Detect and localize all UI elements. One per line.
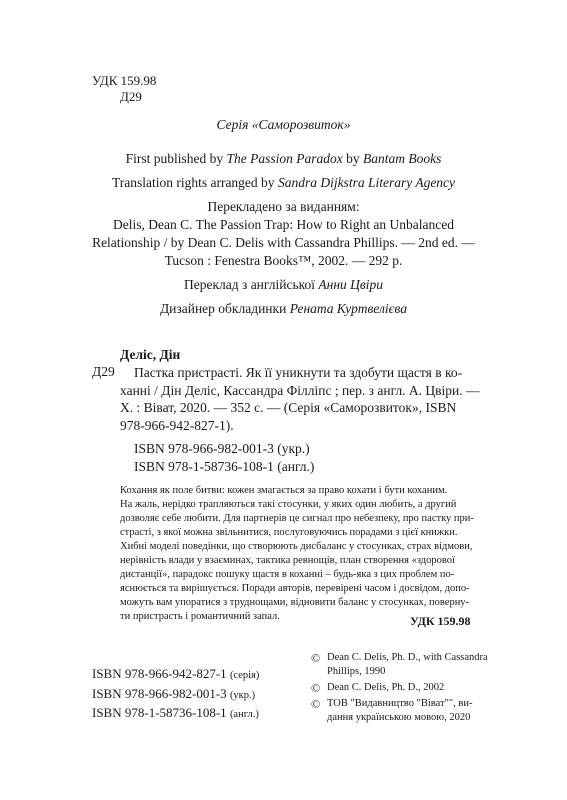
source-edition-line: Relationship / by Dean C. Delis with Cassandra Phillips. — 2nd ed. — [92,235,475,250]
catalog-line: 978-966-942-827-1). [120,417,234,433]
catalog-line: Х. : Віват, 2020. — 352 с. — (Серія «Саморозвиток», ISBN [120,400,457,415]
cover-designer-line [0,301,567,317]
source-edition-line: Delis, Dean C. The Passion Trap: How to Right an Unbalanced [113,217,454,232]
source-edition-line: Tucson : Fenestra Books™, 2002. — 292 p. [164,253,403,268]
designer-name: Рената Куртвелієва [289,301,408,316]
isbn-eng-line [92,704,259,724]
copyright-entry [311,697,488,725]
isbn-block [92,665,259,724]
copyright-entry [311,651,488,679]
isbn-series-line [92,665,259,685]
copyright-line: ТОВ "Видавництво "Віват"", ви- [327,698,473,709]
bbk-code-top: Д29 [120,89,142,104]
copyright-symbol: © [311,681,321,695]
annotation-line: Хибні моделі поведінки, що створюють дисбаланс у стосунках, страх відмови, [120,541,473,552]
isbn-tag: (укр.) [229,689,256,701]
udk-code-bottom: УДК 159.98 [410,614,471,628]
copyright-symbol: © [311,697,321,711]
copyright-entry [311,681,488,695]
copyright-line: Phillips, 1990 [327,666,386,677]
first-published-by: by [342,151,363,166]
copyright-block [311,651,488,725]
annotation-line: Кохання як поле битви: кожен змагається за право кохати і бути коханим. [120,485,448,496]
annotation-line: дозволяє себе любити. Для партнерів це сигнал про небезпеку, про пастку при- [120,513,474,524]
catalog-line: Пастка пристрасті. Як її уникнути та здобути щастя в ко- [134,365,463,380]
translator-line [0,277,567,293]
first-published-line [0,151,567,167]
catalog-isbn-eng: ISBN 978-1-58736-108-1 (англ.) [134,458,315,474]
udk-code-top: УДК 159.98 [92,73,157,88]
annotation-line: На жаль, нерідко трапляються такі стосунки, у яких один любить, а другий [120,499,457,510]
literary-agency: Sandra Dijkstra Literary Agency [277,175,456,190]
translation-rights-prefix: Translation rights arranged by [111,175,278,190]
translation-rights-line [0,175,567,191]
catalog-code: Д29 [92,364,115,379]
copyright-line: Dean C. Delis, Ph. D., 2002 [327,682,445,693]
annotation-line: ти пристрасть і романтичний запал. [120,611,280,622]
original-title: The Passion Paradox [226,151,343,166]
annotation-line: яснюється та вирішується. Поради авторів, перевірені часом і досвідом, допо- [120,583,470,594]
copyright-symbol: © [311,651,321,665]
first-published-prefix: First published by [125,151,227,166]
annotation-line: страсті, з якої можна звільнитися, послуговуючись порадами з цієї книжки. [120,527,458,538]
copyright-line: дання українською мовою, 2020 [327,712,471,723]
translator-name: Анни Цвіри [318,277,384,292]
designer-prefix: Дизайнер обкладинки [159,301,290,316]
catalog-line: ханні / Дін Деліс, Кассандра Філліпс ; пер. з англ. А. Цвіри. — [120,382,480,398]
series-line: Серія «Саморозвиток» [216,117,351,132]
book-annotation [120,484,475,624]
translator-prefix: Переклад з англійської [183,277,319,292]
isbn-number: ISBN 978-966-942-827-1 [92,666,227,681]
isbn-number: ISBN 978-966-982-001-3 [92,685,227,701]
isbn-tag: (англ.) [229,709,259,720]
annotation-line: дистанції», парадокс пошуку щастя в коханні – будь-яка з цих проблем по- [120,569,455,580]
catalog-isbn-ukr: ISBN 978-966-982-001-3 (укр.) [134,441,310,456]
isbn-tag: (серія) [229,670,260,681]
translated-from-heading: Перекладено за виданням: [207,199,360,214]
isbn-ukr-line [92,685,259,705]
catalog-description [134,364,474,382]
isbn-number: ISBN 978-1-58736-108-1 [92,705,227,720]
original-publisher: Bantam Books [363,151,442,166]
catalog-description-cont [120,382,480,435]
annotation-line: можуть вам упоратися з труднощами, відновити баланс у стосунках, поверну- [120,597,470,608]
annotation-line: нерівність влади у взаєминах, тактика ревнощів, план створення «здорової [120,555,455,566]
copyright-line: Dean C. Delis, Ph. D., with Cassandra [327,652,488,663]
catalog-author: Деліс, Дін [120,347,181,362]
catalog-isbn-list [134,440,314,475]
